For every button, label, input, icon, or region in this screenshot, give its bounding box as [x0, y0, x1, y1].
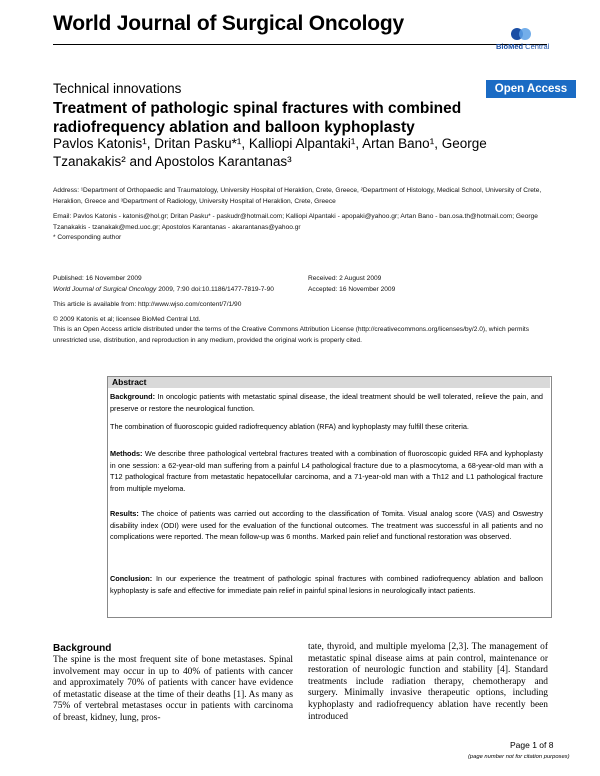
author-list: Pavlos Katonis¹, Dritan Pasku*¹, Kalliopi Alpantaki¹, Artan Bano¹, George Tzanakakis² and Apostolos Karantanas³ [53, 136, 487, 169]
accepted-date: Accepted: 16 November 2009 [308, 285, 396, 293]
abstract-conclusion: Conclusion: In our experience the treatment of pathologic spinal fractures with combined radiofrequency ablation and balloon kyphoplasty is safe and effective for immediate pain relief in painful spinal lesions in neurologically intact patients. [110, 574, 543, 595]
biomed-central-logo [496, 26, 566, 56]
biomed-logo-icon [510, 26, 532, 42]
body-right-column: tate, thyroid, and multiple myeloma [2,3]. The management of metastatic spinal disease aims at pain control, maintenance or restoration of neurologic function and stability [4]. Standard treatments include radiation therapy, chemotherapy and surgery. Minimally invasive therapeutic options, including kyphoplasty and radiofrequency ablation have recently been introduced [308, 642, 548, 722]
citation-line: World Journal of Surgical Oncology 2009, 7:90 doi:10.1186/1477-7819-7-90 [53, 286, 274, 293]
copyright: © 2009 Katonis et al; licensee BioMed Central Ltd. [53, 316, 201, 323]
article-section: Technical innovations [53, 81, 182, 96]
corresponding-note: * Corresponding author [53, 234, 122, 241]
article-url[interactable]: This article is available from: http://www.wjso.com/content/7/1/90 [53, 301, 242, 308]
author-emails: Email: Pavlos Katonis - katonis@hol.gr; Dritan Pasku* - paskudr@hotmail.com; Kalliopi Alpantaki - apopaki@yahoo.gr; Artan Bano - ban.osa.th@hotmail.com; George Tzanakakis - tzanakak@med.uoc.gr; Apostolos Karantanas - akarantanas@yahoo.gr [53, 213, 538, 231]
published-date: Published: 16 November 2009 [53, 275, 142, 282]
author-affiliations: Address: ¹Department of Orthopaedic and Traumatology, University Hospital of Heraklion, Crete, Greece, ²Department of Histology, Medical School, University of Crete, Heraklion, Greece and ³Department of Radiology, University Hospital of Heraklion, Crete, Greece [53, 187, 542, 205]
open-access-badge: Open Access [486, 80, 576, 98]
page-note: (page number not for citation purposes) [468, 754, 570, 760]
background-heading: Background [53, 643, 112, 654]
journal-title: World Journal of Surgical Oncology [53, 12, 405, 35]
article-title: Treatment of pathologic spinal fractures with combined radiofrequency ablation and balloon kyphoplasty [53, 100, 462, 136]
abstract-background: Background: In oncologic patients with metastatic spinal disease, the ideal treatment should be well tolerated, relieve the pain, and preserve or restore the neurological function. [110, 392, 543, 413]
abstract-methods: Methods: We describe three pathological vertebral fractures treated with a combination of fluoroscopic guided RFA and kyphoplasty in one session: a 62-year-old man suffering from a painful L4 pathological fracture due to a plasmocytoma, a 68-year-old man with a T12 pathological fracture from metastatic hepatocellular carcinoma, and a 71-year-old man with a Th12 and L1 pathological fracture from multiple myeloma. [110, 449, 543, 493]
publisher-name: BioMed Central [496, 42, 550, 51]
body-left-column: The spine is the most frequent site of bone metastases. Spinal involvement may occur in up to 40% of patients with cancer and approximately 70% of patients with cancer have evidence of metastatic disease at the time of their deaths [1]. As many as 75% of vertebral metastases occur in patients with carcinoma of breast, kidney, lung, pros- [53, 655, 293, 723]
page-number: Page 1 of 8 [510, 740, 554, 750]
received-date: Received: 2 August 2009 [308, 275, 382, 282]
abstract-heading: Abstract [108, 377, 550, 388]
license-text: This is an Open Access article distributed under the terms of the Creative Commons Attribution License (http://creativecommons.org/licenses/by/2.0), which permits unrestricted use, distribution, and reproduction in any medium, provided the original work is properly cited. [53, 326, 530, 344]
abstract-results: Results: The choice of patients was carried out according to the classification of Tomita. Visual analog score (VAS) and Oswestry disability index (ODI) were used for the evaluation of the functional outcomes. The treatment was successful in all patients and no complications were reported. The mean follow-up was 6 months. Marked pain relief and functional restoration was observed. [110, 509, 543, 541]
header-rule [53, 44, 547, 45]
abstract-background-2: The combination of fluoroscopic guided radiofrequency ablation (RFA) and kyphoplasty may fulfill these criteria. [110, 422, 469, 431]
